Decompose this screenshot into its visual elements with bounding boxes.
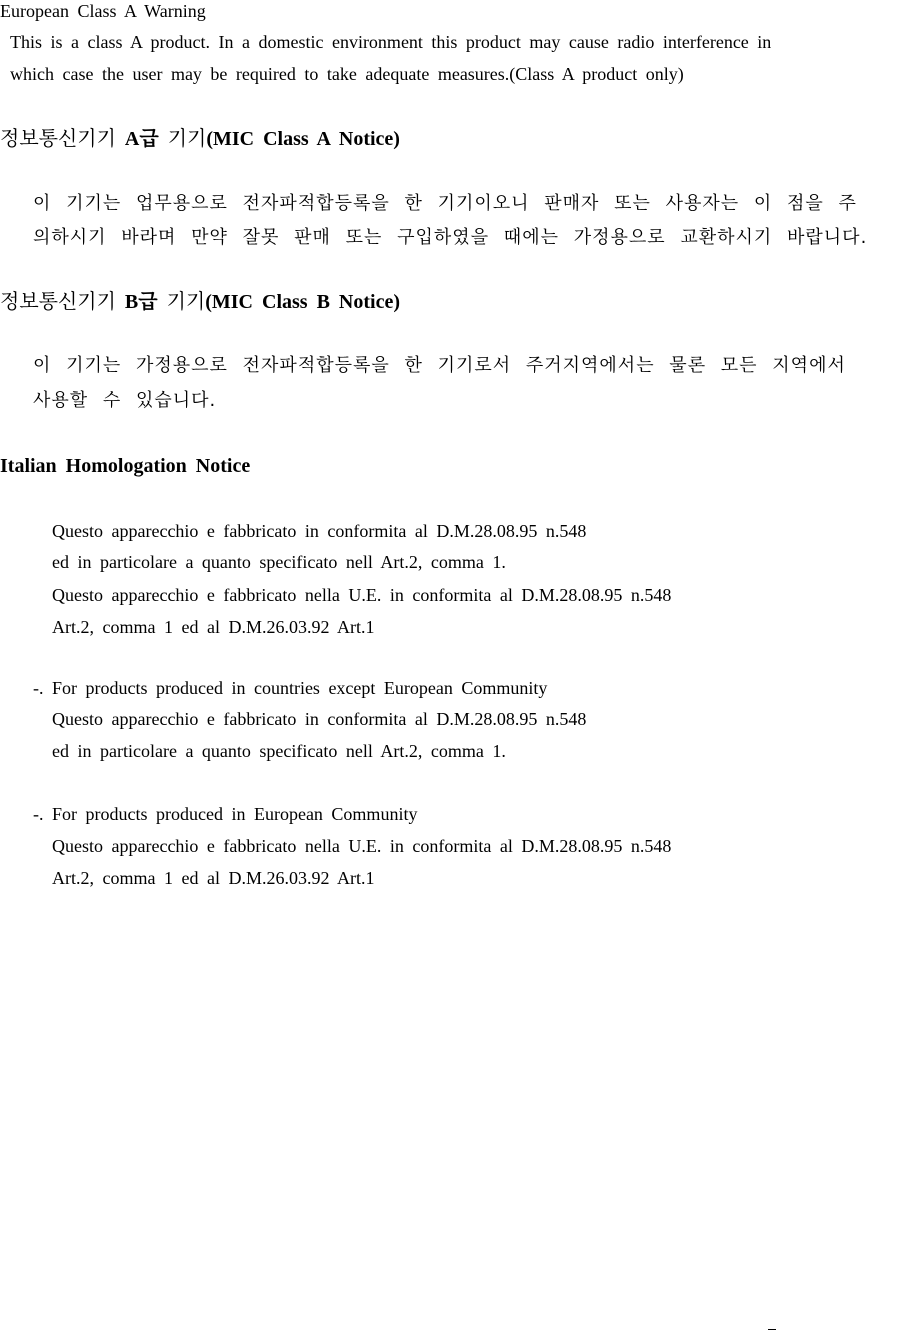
class-a-warning-line-1: This is a class A product. In a domestic environment this product may cause radio interference in: [10, 32, 772, 52]
mic-class-b-heading-grade: B급: [124, 291, 158, 313]
italian-heading: Italian Homologation Notice: [0, 455, 251, 477]
mic-class-b-heading-english: (MIC Class B Notice): [205, 291, 400, 313]
mic-class-a-heading-korean-2: 기기: [167, 126, 207, 150]
mic-class-a-line-2: 의하시기 바라며 만약 잘못 판매 또는 구입하였을 때에는 가정용으로 교환하시기 바랍니다.: [33, 227, 868, 248]
class-a-warning-line-2: which case the user may be required to take adequate measures.(Class A product only): [10, 64, 684, 84]
mic-class-b-line-1: 이 기기는 가정용으로 전자파적합등록을 한 기기로서 주거지역에서는 물론 모든 지역에서: [33, 355, 846, 376]
mic-class-a-heading-english: (MIC Class A Notice): [206, 128, 400, 150]
italian-block2-bullet: -. For products produced in countries except European Community: [33, 678, 548, 698]
italian-block1-line-2: ed in particolare a quanto specificato nell Art.2, comma 1.: [52, 552, 506, 572]
page-edge-mark: [768, 1329, 776, 1330]
mic-class-a-heading: [0, 125, 400, 152]
italian-block3-line-1: Questo apparecchio e fabbricato nella U.E. in conformita al D.M.28.08.95 n.548: [52, 836, 672, 856]
italian-block1-line-1: Questo apparecchio e fabbricato in conformita al D.M.28.08.95 n.548: [52, 521, 587, 541]
class-a-warning-title: European Class A Warning: [0, 1, 206, 21]
italian-block1-line-3: Questo apparecchio e fabbricato nella U.E. in conformita al D.M.28.08.95 n.548: [52, 585, 672, 605]
mic-class-b-heading-korean-1: 정보통신기기: [0, 289, 116, 313]
mic-class-b-line-2: 사용할 수 있습니다.: [33, 390, 217, 411]
italian-block2-line-1: Questo apparecchio e fabbricato in conformita al D.M.28.08.95 n.548: [52, 709, 587, 729]
mic-class-a-heading-korean-1: 정보통신기기: [0, 126, 116, 150]
mic-class-b-heading: [0, 288, 400, 315]
mic-class-a-line-1: 이 기기는 업무용으로 전자파적합등록을 한 기기이오니 판매자 또는 사용자는 이 점을 주: [33, 193, 857, 214]
italian-block3-bullet: -. For products produced in European Community: [33, 804, 418, 824]
italian-block2-line-2: ed in particolare a quanto specificato nell Art.2, comma 1.: [52, 741, 506, 761]
italian-block1-line-4: Art.2, comma 1 ed al D.M.26.03.92 Art.1: [52, 617, 375, 637]
mic-class-b-heading-korean-2: 기기: [166, 289, 206, 313]
mic-class-a-heading-grade: A급: [124, 128, 159, 150]
italian-block3-line-2: Art.2, comma 1 ed al D.M.26.03.92 Art.1: [52, 868, 375, 888]
